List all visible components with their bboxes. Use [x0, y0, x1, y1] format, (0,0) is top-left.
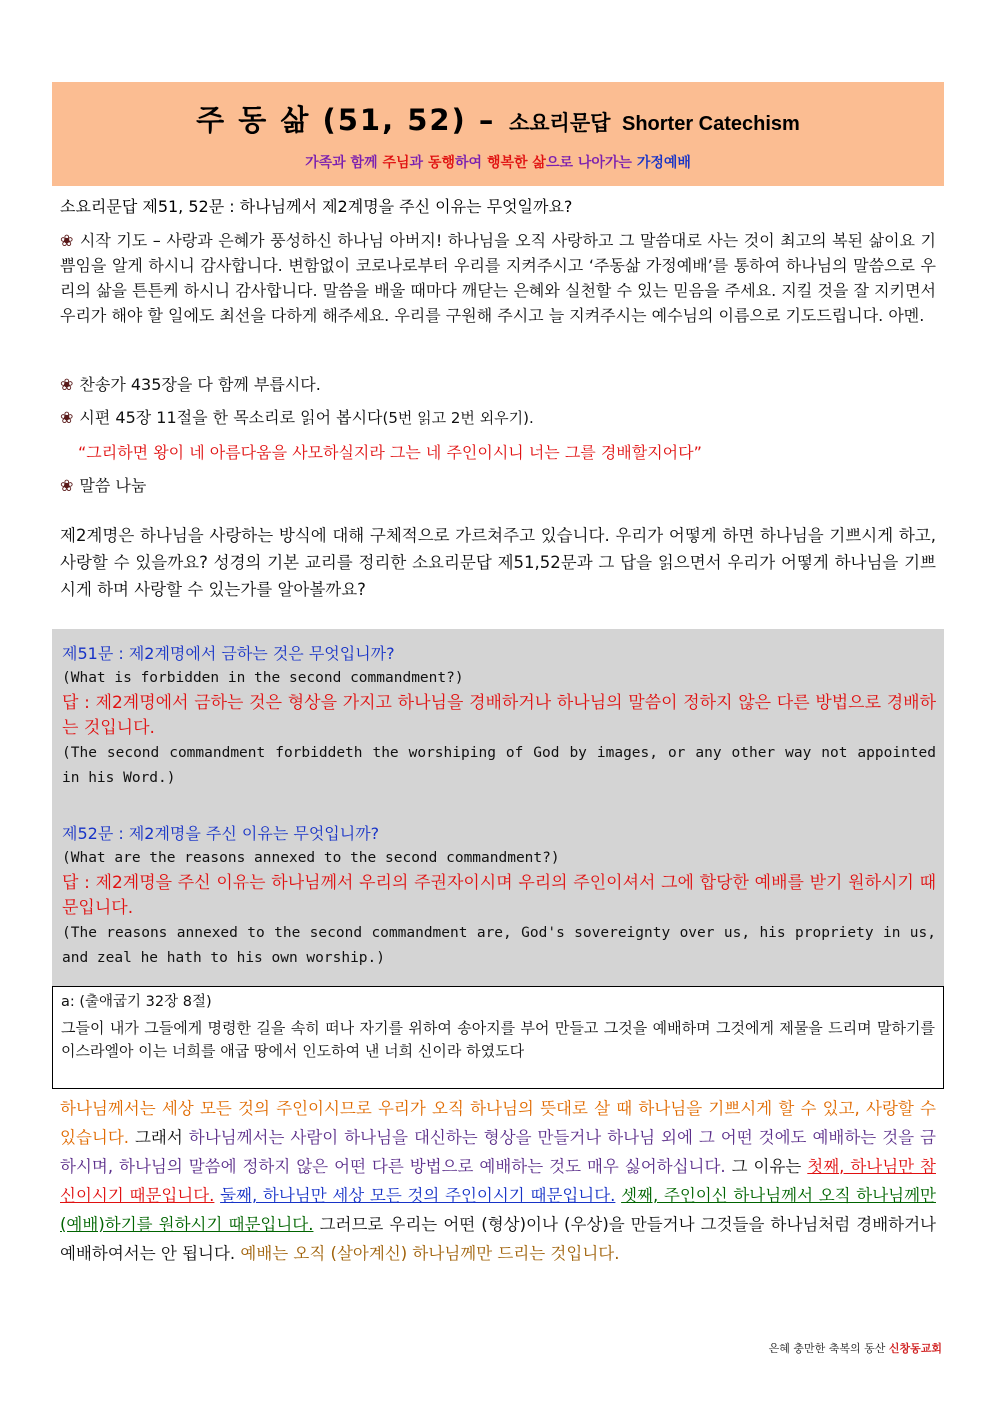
flower-bullet-icon: ❀	[60, 408, 74, 427]
tagline-segment: 가정예배	[636, 155, 691, 171]
sharing-line	[60, 473, 936, 498]
psalm-text: 시편 45장 11절을 한 목소리로 읽어 봅시다	[79, 408, 383, 427]
closing-segment: 하나님께서는 사람이 하나님을 대신하는 형상을 만들거나 하나님 외에 그 어떤 것에도 예배하는 것을 금하시며, 하나님의 말씀에 정하지 않은 어떤 다른 방법으로 예배하는 것도 매우 싫어하십니다.	[60, 1128, 936, 1176]
tagline-segment: 가족	[305, 155, 333, 171]
tagline-segment: 동행	[427, 155, 455, 171]
closing-paragraph	[60, 1094, 936, 1268]
page-title	[52, 98, 944, 139]
closing-segment: 그러므로 우리는 어떤 (형상)이나 (우상)을 만들거나 그것들을 하나님처럼 경배하거나 예배하여서는 안 됩니다.	[60, 1215, 936, 1263]
tagline-segment: 과	[332, 155, 351, 171]
scripture-reference-box	[52, 986, 944, 1089]
tagline-segment: 함께	[350, 155, 383, 171]
closing-segment: 셋째, 주인이신 하나님께서 오직 하나님께만 (예배)하기를 원하시기 때문입니다.	[60, 1186, 936, 1234]
hymn-text: 찬송가 435장을 다 함께 부릅시다.	[79, 375, 321, 394]
question-52: 제52문 : 제2계명을 주신 이유는 무엇입니까?	[62, 824, 380, 843]
opening-prayer	[60, 228, 936, 328]
flower-bullet-icon: ❀	[60, 231, 74, 250]
closing-segment: 예배는 오직 (살아계신) 하나님께만 드리는 것입니다.	[240, 1244, 620, 1263]
intro-paragraph: 제2계명은 하나님을 사랑하는 방식에 대해 구체적으로 가르쳐주고 있습니다. 우리가 어떻게 하면 하나님을 기쁘시게 하고, 사랑할 수 있을까요? 성경의 기본 교리를 정리한 소요리문답 제51,52문과 그 답을 읽으면서 우리가 어떻게 하나님을 기쁘시게 하며 사랑할 수 있는가를 알아볼까요?	[60, 526, 936, 599]
closing-segment: 그 이유는	[725, 1157, 808, 1176]
prayer-text: – 사랑과 은혜가 풍성하신 하나님 아버지! 하나님을 오직 사랑하고 그 말씀대로 사는 것이 최고의 복된 삶이요 기쁨임을 알게 하시니 감사합니다. 변함없이 코로나로부터 우리를 지켜주시고 ‘주동삶 가정예배’를 통하여 하나님의 말씀으로 우리의 삶을 튼튼케 하시니 감사합니다. 말씀을 배울 때마다 깨닫는 은혜와 실천할 수 있는 믿음을 주세요. 지킬 것을 잘 지키면서 우리가 해야 할 일에도 최선을 다하게 해주세요. 우리를 구원해 주시고 늘 지켜주시는 예수님의 이름으로 기도드립니다. 아멘.	[60, 231, 936, 325]
question-52-english: (What are the reasons annexed to the second commandment?)	[62, 850, 560, 866]
closing-segment: 첫째, 하나님만 참 신이시기 때문입니다.	[60, 1157, 936, 1205]
answer-52: 답 : 제2계명을 주신 이유는 하나님께서 우리의 주권자이시며 우리의 주인이셔서 그에 합당한 예배를 받기 원하시기 때문입니다.	[62, 873, 936, 918]
question-51-english: (What is forbidden in the second commandment?)	[62, 670, 464, 686]
tagline	[52, 152, 944, 172]
catechism-question-line: 소요리문답 제51, 52문 : 하나님께서 제2계명을 주신 이유는 무엇일까요?	[60, 197, 573, 216]
question-51: 제51문 : 제2계명에서 금하는 것은 무엇입니까?	[62, 644, 395, 663]
reference-text: 그들이 내가 그들에게 명령한 길을 속히 떠나 자기를 위하여 송아지를 부어 만들고 그것을 예배하며 그것에게 제물을 드리며 말하기를 이스라엘아 이는 너희를 애굽 땅에서 인도하여 낸 너희 신이라 하였도다	[61, 1019, 935, 1060]
tagline-segment: 주님	[382, 155, 410, 171]
answer-51-english: (The second commandment forbiddeth the worshiping of God by images, or any other way not appointed in his Word.)	[62, 745, 936, 786]
closing-segment: 둘째, 하나님만 세상 모든 것의 주인이시기 때문입니다.	[220, 1186, 616, 1205]
tagline-segment: 과	[409, 155, 428, 171]
answer-52-english: (The reasons annexed to the second commandment are, God's sovereignty over us, his propriety in us, and zeal he hath to his own worship.)	[62, 925, 936, 966]
reference-heading: a: (출애굽기 32장 8절)	[61, 994, 212, 1010]
tagline-segment: 으로 나아가는	[545, 155, 637, 171]
memory-verse: “그리하면 왕이 네 아름다움을 사모하실지라 그는 네 주인이시니 너는 그를 경배할지어다”	[78, 443, 702, 462]
church-name: 신창동교회	[888, 1342, 942, 1355]
header-banner	[52, 82, 944, 186]
flower-bullet-icon: ❀	[60, 476, 74, 495]
title-english: Shorter Catechism	[622, 113, 800, 135]
closing-segment: 그래서	[129, 1128, 189, 1147]
qa-item-52	[62, 821, 936, 971]
closing-segment: 하나님께서는 세상 모든 것의 주인이시므로 우리가 오직 하나님의 뜻대로 살 때 하나님을 기쁘시게 할 수 있고, 사랑할 수 있습니다.	[60, 1099, 936, 1147]
answer-51: 답 : 제2계명에서 금하는 것은 형상을 가지고 하나님을 경배하거나 하나님의 말씀이 정하지 않은 다른 방법으로 경배하는 것입니다.	[62, 693, 936, 738]
psalm-note: (5번 읽고 2번 외우기).	[382, 409, 534, 427]
footer-motto: 은혜 충만한 축복의 동산	[768, 1342, 886, 1355]
qa-box	[52, 629, 944, 986]
sharing-text: 말씀 나눔	[79, 476, 147, 495]
title-sub: 소요리문답	[508, 111, 611, 135]
qa-item-51	[62, 641, 936, 791]
flower-bullet-icon: ❀	[60, 375, 74, 394]
psalm-line	[60, 405, 936, 431]
title-main: 주 동 삶 (51, 52) –	[196, 103, 496, 137]
tagline-segment: 행복한 삶	[486, 155, 546, 171]
hymn-line	[60, 372, 936, 397]
prayer-label: 시작 기도	[79, 231, 148, 250]
footer	[769, 1340, 942, 1356]
tagline-segment: 하여	[455, 155, 487, 171]
